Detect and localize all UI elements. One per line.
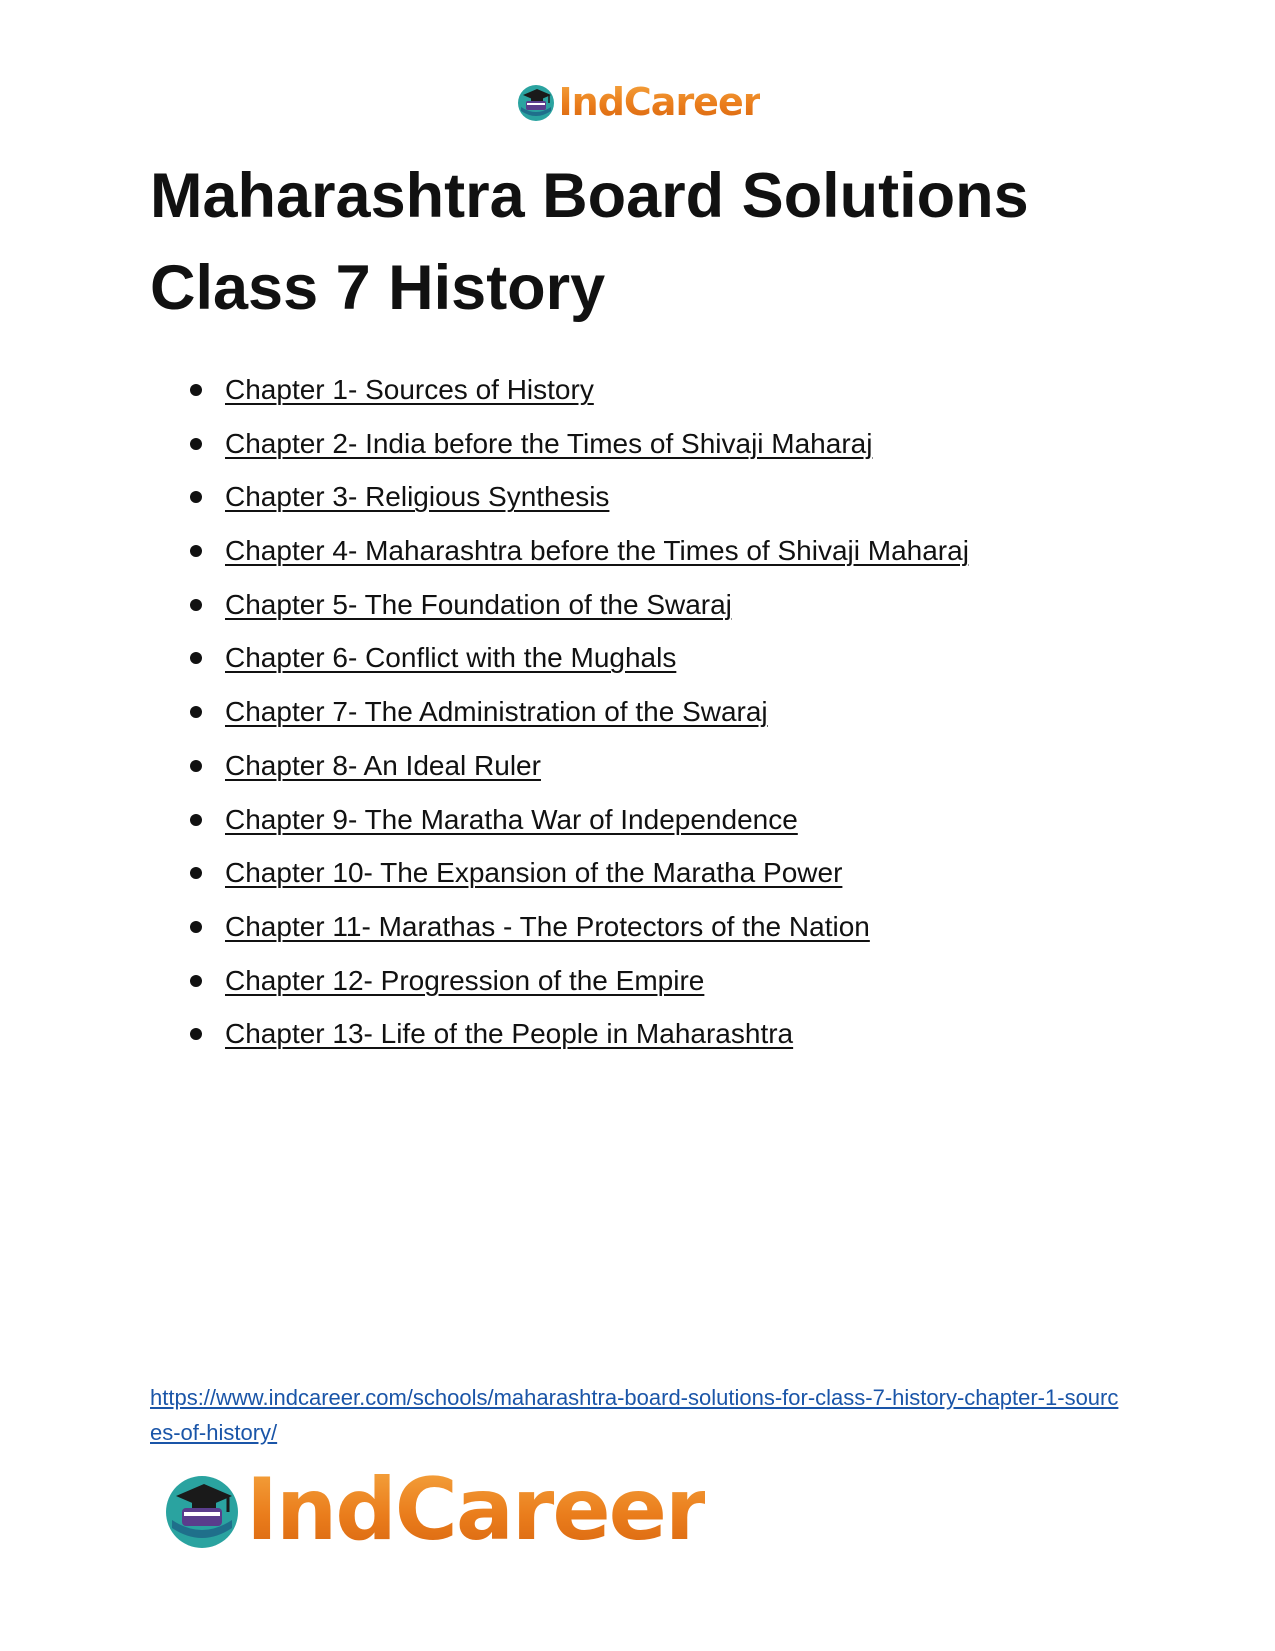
bullet-icon bbox=[190, 975, 202, 987]
header-logo bbox=[0, 80, 1275, 124]
chapter-link-12[interactable]: Chapter 12- Progression of the Empire bbox=[225, 964, 705, 996]
chapter-link-7[interactable]: Chapter 7- The Administration of the Swaraj bbox=[225, 696, 768, 728]
chapter-link-4[interactable]: Chapter 4- Maharashtra before the Times of Shivaji Maharaj bbox=[225, 535, 969, 567]
chapter-link-9[interactable]: Chapter 9- The Maratha War of Independence bbox=[225, 803, 798, 835]
bullet-icon bbox=[190, 545, 202, 557]
bullet-icon bbox=[190, 652, 202, 664]
chapter-link-13[interactable]: Chapter 13- Life of the People in Maharashtra bbox=[225, 1018, 794, 1050]
bullet-icon bbox=[190, 921, 202, 933]
bullet-icon bbox=[190, 599, 202, 611]
list-item bbox=[150, 370, 1150, 424]
chapter-list bbox=[150, 370, 1150, 1068]
chapter-link-3[interactable]: Chapter 3- Religious Synthesis bbox=[225, 481, 610, 513]
bullet-icon bbox=[190, 867, 202, 879]
list-item bbox=[150, 907, 1150, 961]
list-item bbox=[150, 746, 1150, 800]
list-item bbox=[150, 692, 1150, 746]
chapter-link-10[interactable]: Chapter 10- The Expansion of the Maratha Power bbox=[225, 857, 843, 889]
list-item bbox=[150, 477, 1150, 531]
footer-url-link[interactable]: https://www.indcareer.com/schools/maharashtra-board-solutions-for-class-7-history-chapter-1-sources-of-history/ bbox=[150, 1385, 1119, 1445]
bullet-icon bbox=[190, 384, 202, 396]
chapter-link-6[interactable]: Chapter 6- Conflict with the Mughals bbox=[225, 642, 677, 674]
logo-wordmark: IndCareer bbox=[246, 1460, 706, 1560]
graduation-globe-icon bbox=[160, 1468, 244, 1552]
chapter-link-5[interactable]: Chapter 5- The Foundation of the Swaraj bbox=[225, 588, 732, 620]
list-item bbox=[150, 800, 1150, 854]
list-item bbox=[150, 585, 1150, 639]
bullet-icon bbox=[190, 491, 202, 503]
bullet-icon bbox=[190, 760, 202, 772]
list-item bbox=[150, 1014, 1150, 1068]
footer-logo bbox=[160, 1462, 705, 1558]
bullet-icon bbox=[190, 438, 202, 450]
logo-wordmark: IndCareer bbox=[558, 80, 761, 124]
graduation-globe-icon bbox=[515, 81, 557, 123]
list-item bbox=[150, 424, 1150, 478]
page-title: Maharashtra Board Solutions Class 7 History bbox=[150, 161, 1029, 323]
chapter-link-8[interactable]: Chapter 8- An Ideal Ruler bbox=[225, 749, 541, 781]
chapter-link-2[interactable]: Chapter 2- India before the Times of Shivaji Maharaj bbox=[225, 427, 873, 459]
bullet-icon bbox=[190, 1028, 202, 1040]
list-item bbox=[150, 853, 1150, 907]
chapter-link-11[interactable]: Chapter 11- Marathas - The Protectors of the Nation bbox=[225, 910, 870, 942]
list-item bbox=[150, 638, 1150, 692]
list-item bbox=[150, 531, 1150, 585]
bullet-icon bbox=[190, 814, 202, 826]
chapter-link-1[interactable]: Chapter 1- Sources of History bbox=[225, 374, 594, 405]
bullet-icon bbox=[190, 706, 202, 718]
list-item bbox=[150, 961, 1150, 1015]
